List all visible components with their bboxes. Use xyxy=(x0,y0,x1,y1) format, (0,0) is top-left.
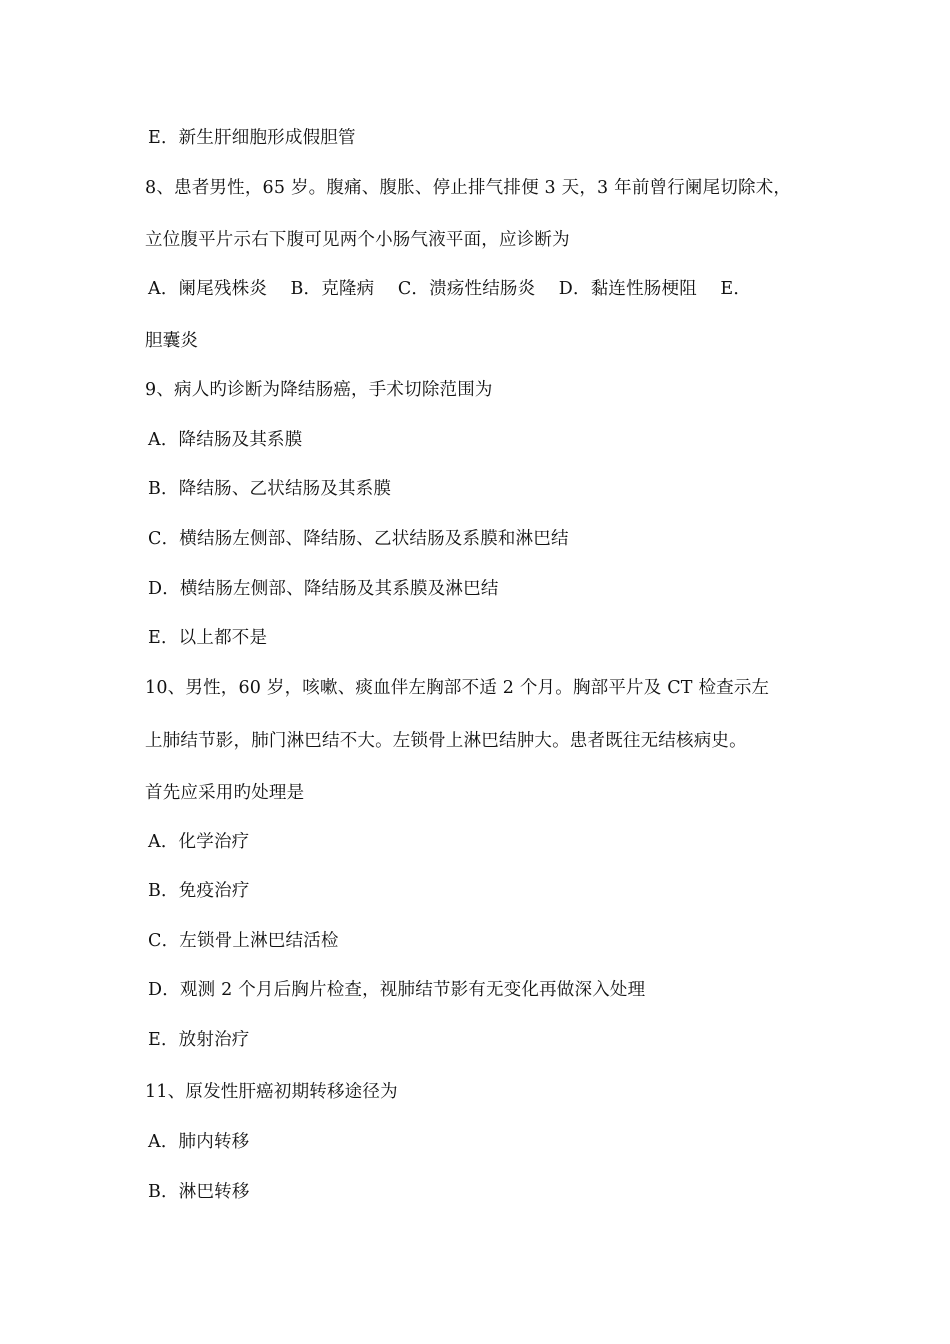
q10-stem-line-2: 上肺结节影，肺门淋巴结不大。左锁骨上淋巴结肿大。患者既往无结核病史。 xyxy=(145,731,747,751)
q11-option-a: A．肺内转移 xyxy=(148,1132,250,1152)
q9-option-c: C．横结肠左侧部、降结肠、乙状结肠及系膜和淋巴结 xyxy=(148,529,569,549)
q10-stem-line-3: 首先应采用旳处理是 xyxy=(145,783,305,803)
q10-option-c: C．左锁骨上淋巴结活检 xyxy=(148,931,339,951)
q9-option-d: D．横结肠左侧部、降结肠及其系膜及淋巴结 xyxy=(148,579,499,599)
q11-option-b: B．淋巴转移 xyxy=(148,1182,250,1202)
q10-option-e: E．放射治疗 xyxy=(148,1030,250,1050)
q9-option-e: E．以上都不是 xyxy=(148,628,268,648)
q9-option-a: A．降结肠及其系膜 xyxy=(148,430,303,450)
q9-option-b: B．降结肠、乙状结肠及其系膜 xyxy=(148,479,392,499)
q8-stem-line-2: 立位腹平片示右下腹可见两个小肠气液平面，应诊断为 xyxy=(145,230,570,250)
q9-stem: 9、病人旳诊断为降结肠癌，手术切除范围为 xyxy=(145,380,493,400)
q10-stem-line-1: 10、男性，60 岁，咳嗽、痰血伴左胸部不适 2 个月。胸部平片及 CT 检查示左 xyxy=(145,678,770,698)
q8-options-line: A．阑尾残株炎 B．克隆病 C．溃疡性结肠炎 D．黏连性肠梗阻 E． xyxy=(148,279,752,299)
q10-option-d: D．观测 2 个月后胸片检查，视肺结节影有无变化再做深入处理 xyxy=(148,980,646,1000)
q10-option-b: B．免疫治疗 xyxy=(148,881,250,901)
q8-options-wrap: 胆囊炎 xyxy=(145,331,199,351)
q7-option-e: E．新生肝细胞形成假胆管 xyxy=(148,128,356,148)
q8-stem-line-1: 8、患者男性，65 岁。腹痛、腹胀、停止排气排便 3 天，3 年前曾行阑尾切除术， xyxy=(145,178,792,198)
q11-stem: 11、原发性肝癌初期转移途径为 xyxy=(145,1082,398,1102)
q10-option-a: A．化学治疗 xyxy=(148,832,250,852)
